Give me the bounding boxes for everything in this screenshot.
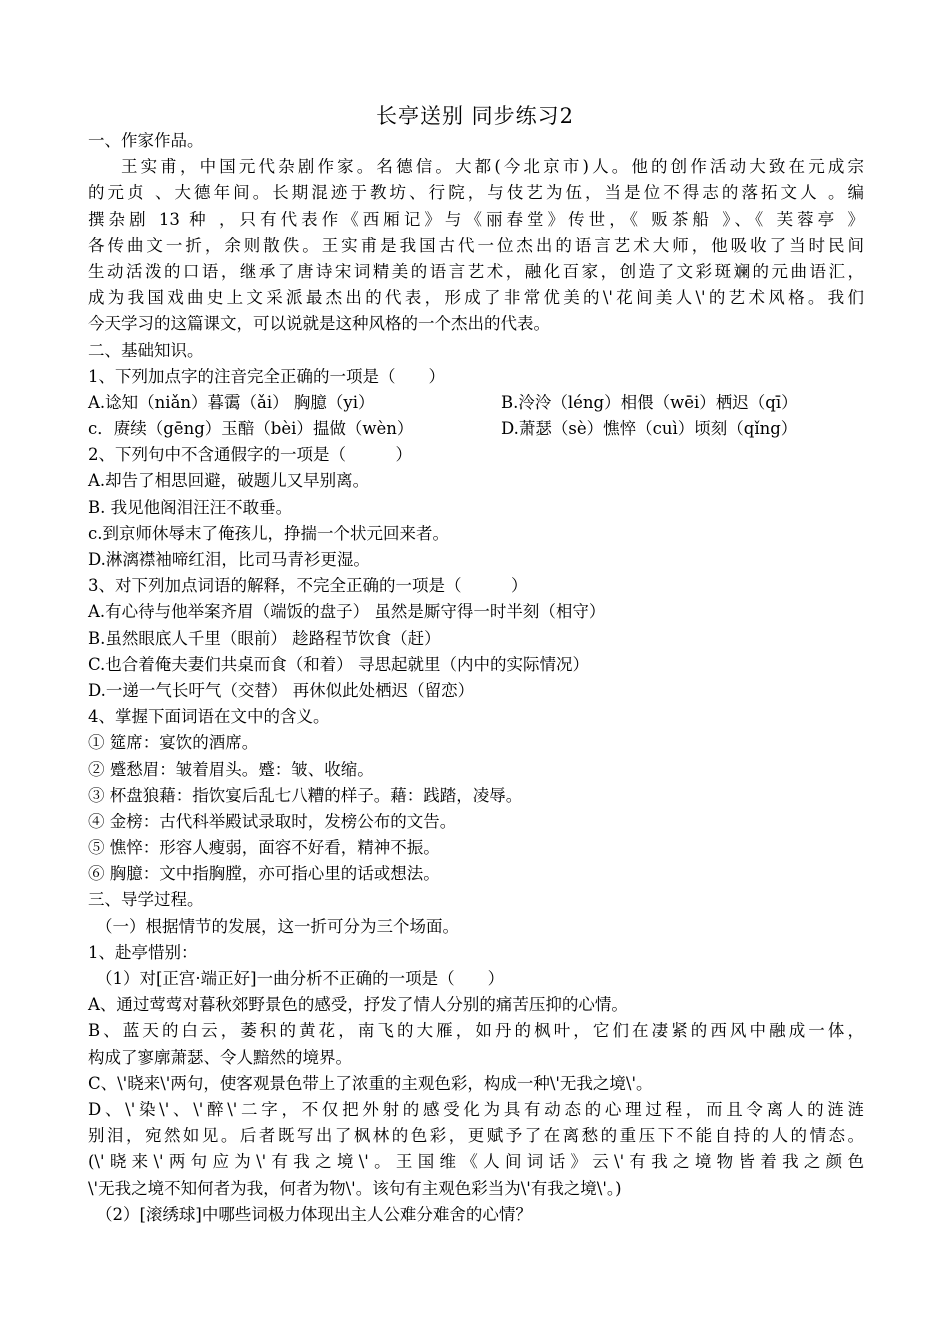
vocab-item: ⑥ 胸臆：文中指胸膛，亦可指心里的话或想法。 bbox=[88, 864, 440, 884]
process-question-1-option-d: 别泪，宛然如见。后者既写出了枫林的色彩，更赋予了在离愁的重压下不能自持的人的情态。 bbox=[88, 1126, 864, 1146]
question-1-stem: 1、下列加点字的注音完全正确的一项是（ ） bbox=[88, 366, 445, 386]
question-3-option: A.有心待与他举案齐眉（端饭的盘子） 虽然是厮守得一时半刻（相守） bbox=[88, 602, 606, 622]
question-2-option: B. 我见他阁泪汪汪不敢垂。 bbox=[88, 497, 293, 517]
document-title: 长亭送别 同步练习2 bbox=[375, 104, 575, 128]
process-question-1-option-d: \'无我之境不知何者为我，何者为物\'。该句有主观色彩当为\'有我之境\'。) bbox=[88, 1178, 622, 1198]
author-paragraph-line: 成为我国戏曲史上文采派最杰出的代表，形成了非常优美的\'花间美人\'的艺术风格。我们 bbox=[88, 288, 864, 308]
process-question-1-option-c: C、\'晓来\'两句，使客观景色带上了浓重的主观色彩，构成一种\'无我之境\'。 bbox=[88, 1073, 653, 1093]
author-paragraph-line: 今天学习的这篇课文，可以说就是这种风格的一个杰出的代表。 bbox=[88, 314, 550, 334]
document-body bbox=[88, 128, 864, 1228]
process-question-1-option-d: (\'晓来\'两句应为\'有我之境\'。王国维《人间词话》云\'有我之境物皆着我之颜色 bbox=[88, 1152, 864, 1172]
question-2-option: A.却告了相思回避，破题儿又早别离。 bbox=[88, 471, 370, 491]
vocab-item: ④ 金榜：古代科举殿试录取时，发榜公布的文告。 bbox=[88, 811, 457, 831]
vocab-item: ⑤ 憔悴：形容人瘦弱，面容不好看，精神不振。 bbox=[88, 838, 440, 858]
question-4-stem: 4、掌握下面词语在文中的含义。 bbox=[88, 707, 330, 727]
vocab-item: ② 蹙愁眉：皱着眉头。蹙：皱、收缩。 bbox=[88, 759, 374, 779]
question-3-stem: 3、对下列加点词语的解释，不完全正确的一项是（ ） bbox=[88, 576, 528, 596]
process-question-1-stem: （1）对[正宫·端正好]一曲分析不正确的一项是（ ） bbox=[96, 969, 505, 988]
author-paragraph-line: 王实甫，中国元代杂剧作家。名德信。大都(今北京市)人。他的创作活动大致在元成宗 bbox=[121, 157, 864, 177]
author-paragraph-line: 各传曲文一折，余则散佚。王实甫是我国古代一位杰出的语言艺术大师，他吸收了当时民间 bbox=[88, 235, 864, 255]
author-paragraph-line: 生动活泼的口语，继承了唐诗宋词精美的语言艺术，融化百家，创造了文彩斑斓的元曲语汇， bbox=[88, 261, 864, 281]
question-1-options-row bbox=[88, 390, 864, 416]
process-question-1-option-b: 构成了寥廓萧瑟、令人黯然的境界。 bbox=[88, 1047, 352, 1067]
question-3-option: D.一递一气长吁气（交替） 再休似此处栖迟（留恋） bbox=[88, 680, 475, 700]
question-3-option: C.也合着俺夫妻们共桌而食（和着） 寻思起就里（内中的实际情况） bbox=[88, 654, 590, 674]
question-2-option: c.到京师休辱末了俺孩儿，挣揣一个状元回来者。 bbox=[88, 523, 449, 543]
author-paragraph-line: 撰杂剧 13 种 ，只有代表作《西厢记》与《丽春堂》传世，《 贩茶船 》、《 芙蓉亭 》 bbox=[88, 209, 864, 229]
question-3-option: B.虽然眼底人千里（眼前） 趁路程节饮食（赶） bbox=[88, 628, 441, 648]
question-1-option-a: A.谂知（niǎn）暮霭（ǎi） 胸臆（yi） bbox=[88, 392, 375, 412]
process-question-1-option-a: A、通过莺莺对暮秋郊野景色的感受，抒发了情人分别的痛苦压抑的心情。 bbox=[88, 995, 628, 1015]
question-1-option-b: B.泠泠（léng）相偎（wēi）栖迟（qī） bbox=[501, 392, 798, 412]
question-1-option-d: D.萧瑟（sè）憔悴（cuì）顷刻（qǐng） bbox=[501, 419, 798, 439]
question-1-options-row bbox=[88, 416, 864, 442]
process-question-2-stem: （2）[滚绣球]中哪些词极力体现出主人公难分难舍的心情？ bbox=[96, 1204, 532, 1224]
section-heading-process: 三、导学过程。 bbox=[88, 890, 204, 910]
author-paragraph-line: 的元贞 、大德年间。长期混迹于教坊、行院，与伎艺为伍，当是位不得志的落拓文人 。编 bbox=[88, 183, 864, 203]
process-question-1-option-b: B、蓝天的白云，萎积的黄花，南飞的大雁，如丹的枫叶，它们在凄紧的西风中融成一体， bbox=[88, 1021, 864, 1041]
section-heading-basics: 二、基础知识。 bbox=[88, 340, 204, 360]
question-1-option-c: c．赓续（gēng）玉醅（bèi）揾做（wèn） bbox=[88, 419, 414, 439]
process-part-1: （一）根据情节的发展，这一折可分为三个场面。 bbox=[96, 916, 459, 936]
vocab-item: ③ 杯盘狼藉：指饮宴后乱七八糟的样子。藉：践踏，凌辱。 bbox=[88, 785, 523, 805]
question-2-stem: 2、下列句中不含通假字的一项是（ ） bbox=[88, 445, 412, 465]
question-2-option: D.淋漓襟袖啼红泪，比司马青衫更湿。 bbox=[88, 550, 370, 569]
process-sub-1: 1、赴亭惜别： bbox=[88, 942, 198, 962]
process-question-1-option-d: D、\'染\'、\'醉\'二字，不仅把外射的感受化为具有动态的心理过程，而且令离人的涟涟 bbox=[88, 1099, 864, 1119]
vocab-item: ① 筵席：宴饮的酒席。 bbox=[88, 733, 259, 753]
section-heading-author: 一、作家作品。 bbox=[88, 131, 204, 150]
